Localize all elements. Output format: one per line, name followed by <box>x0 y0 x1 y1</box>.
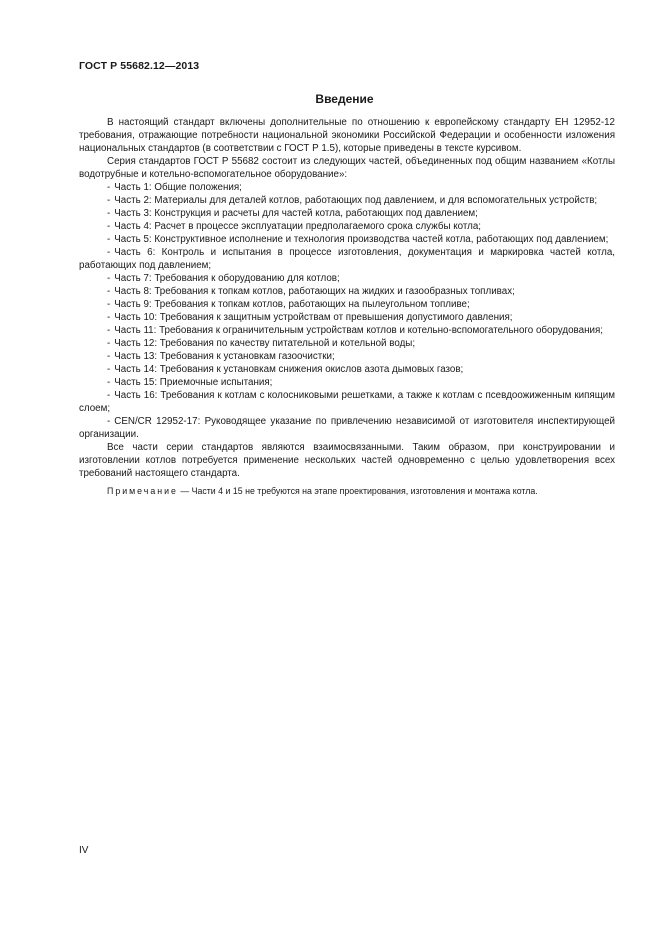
list-item: - Часть 13: Требования к установкам газоочистки; <box>107 351 335 362</box>
document-body <box>79 116 615 498</box>
closing-paragraph: Все части серии стандартов являются взаимосвязанными. Таким образом, при конструировании и изготовлении котлов потребуется применение нескольких частей одновременно с целью удовлетворения всех требований настоящего стандарта. <box>79 442 615 479</box>
list-item: - Часть 12: Требования по качеству питательной и котельной воды; <box>107 338 416 349</box>
note-text: Части 4 и 15 не требуются на этапе проектирования, изготовления и монтажа котла. <box>191 486 538 496</box>
intro-paragraph: Серия стандартов ГОСТ Р 55682 состоит из следующих частей, объединенных под общим названием «Котлы водотрубные и котельно-вспомогательное оборудование»: <box>79 156 615 180</box>
list-item: - Часть 10: Требования к защитным устройствам от превышения допустимого давления; <box>107 312 513 323</box>
list-item: - Часть 4: Расчет в процессе эксплуатации предполагаемого срока службы котла; <box>107 221 482 232</box>
document-header: ГОСТ Р 55682.12—2013 <box>79 60 200 72</box>
list-item: - Часть 3: Конструкция и расчеты для частей котла, работающих под давлением; <box>107 208 478 219</box>
note <box>79 485 615 498</box>
list-item: - Часть 8: Требования к топкам котлов, работающих на жидких и газообразных топливах; <box>107 286 515 297</box>
list-item: - Часть 2: Материалы для деталей котлов, работающих под давлением, и для вспомогательных устройств; <box>107 195 598 206</box>
list-item: - CEN/CR 12952-17: Руководящее указание по привлечению независимой от изготовителя инспектирующей организации. <box>79 416 615 440</box>
list-item: - Часть 15: Приемочные испытания; <box>107 377 273 388</box>
list-item: - Часть 7: Требования к оборудованию для котлов; <box>107 273 340 284</box>
page-number: IV <box>79 845 89 856</box>
list-item: - Часть 9: Требования к топкам котлов, работающих на пылеугольном топливе; <box>107 299 470 310</box>
note-separator: — <box>180 486 190 496</box>
note-label: Примечание <box>107 486 178 496</box>
list-item: - Часть 14: Требования к установкам снижения окислов азота дымовых газов; <box>107 364 464 375</box>
list-item: - Часть 16: Требования к котлам с колосниковыми решетками, а также к котлам с псевдоожиженным кипящим слоем; <box>79 390 615 414</box>
list-item: - Часть 11: Требования к ограничительным устройствам котлов и котельно-вспомогательного оборудования; <box>107 325 603 336</box>
list-item: - Часть 5: Конструктивное исполнение и технология производства частей котла, работающих под давлением; <box>107 234 609 245</box>
list-item: - Часть 6: Контроль и испытания в процессе изготовления, документация и маркировка частей котла, работающих под давлением; <box>79 247 615 271</box>
parts-list <box>79 181 615 441</box>
list-item: - Часть 1: Общие положения; <box>107 182 242 193</box>
intro-paragraph: В настоящий стандарт включены дополнительные по отношению к европейскому стандарту ЕН 12952-12 требования, отражающие потребности национальной экономики Российской Федерации и особенности изложения национальных стандартов (в соответствии с ГОСТ Р 1.5), которые приведены в тексте курсивом. <box>79 117 615 154</box>
section-title: Введение <box>315 92 374 106</box>
